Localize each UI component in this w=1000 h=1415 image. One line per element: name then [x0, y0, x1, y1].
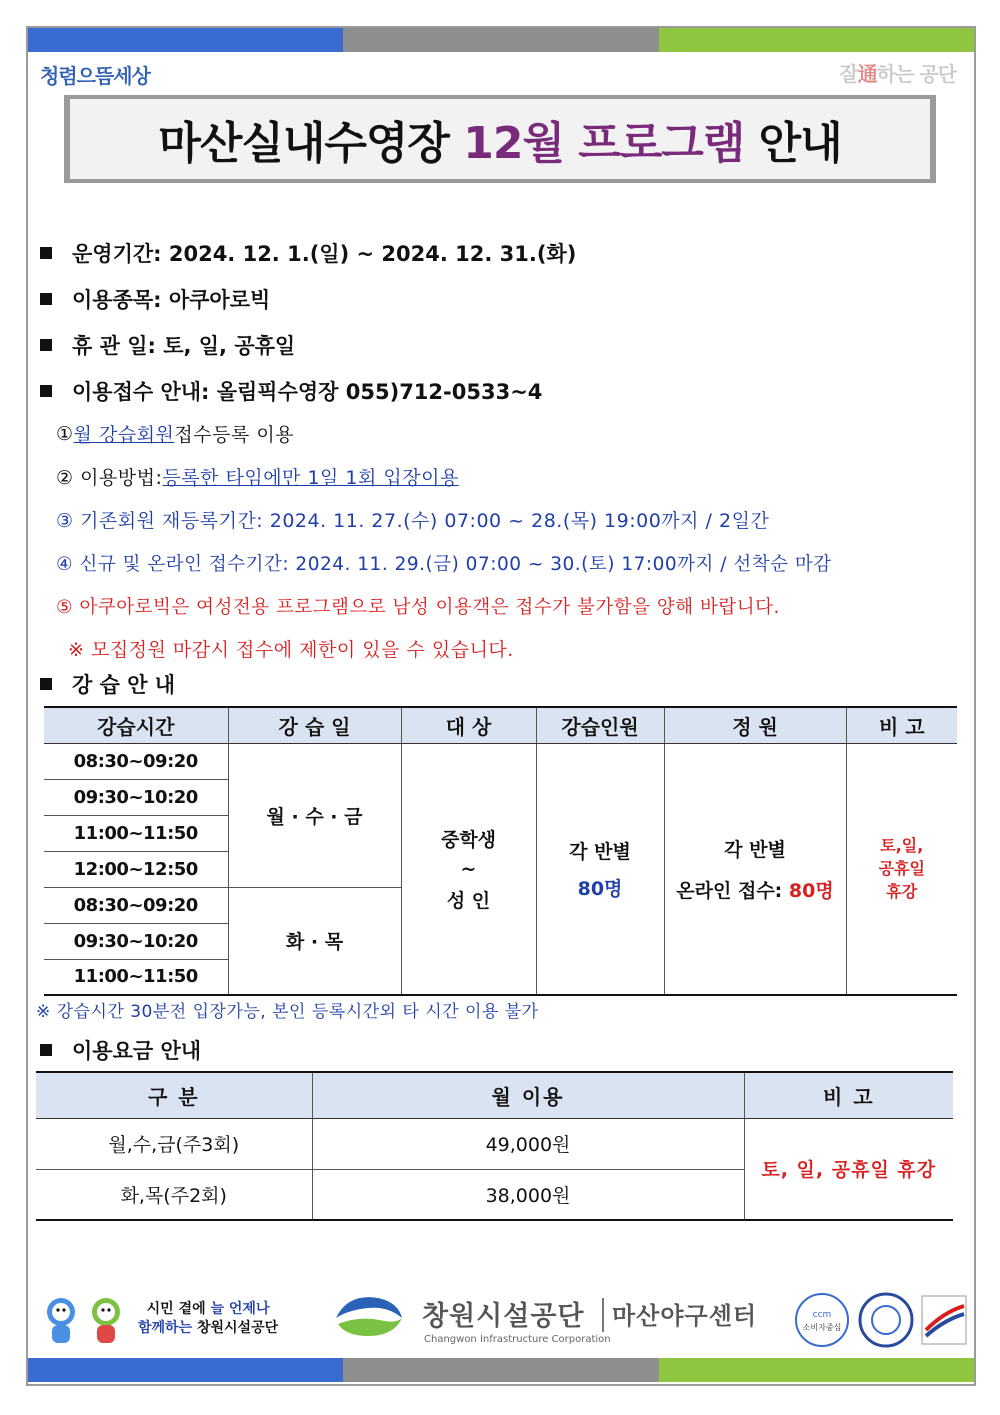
lessons-section-title: 강 습 안 내 [40, 662, 175, 706]
lesson-time: 09:30~10:20 [44, 923, 228, 959]
col-header: 정 원 [664, 707, 846, 743]
lessons-caption: ※ 강습시간 30분전 입장가능, 본인 등록시간외 타 시간 이용 불가 [36, 1002, 539, 1022]
lesson-time: 11:00~11:50 [44, 815, 228, 851]
col-header: 구 분 [36, 1072, 312, 1118]
col-header: 강습시간 [44, 707, 228, 743]
slogan-brand-logo: 잘通하는 공단 [839, 62, 956, 86]
col-header: 비 고 [846, 707, 957, 743]
lesson-capacity: 각 반별 온라인 접수: 80명 [664, 743, 846, 995]
table-row [44, 743, 957, 779]
note-2: ② 이용방법: 등록한 타임에만 1일 1회 입장이용 [56, 467, 459, 489]
bottom-color-stripe [28, 1358, 974, 1382]
lesson-time: 12:00~12:50 [44, 851, 228, 887]
square-bullet-icon [40, 678, 52, 690]
corporation-name-en: Changwon Infrastructure Corporation [424, 1334, 611, 1345]
lesson-time: 09:30~10:20 [44, 779, 228, 815]
note-3: ③ 기존회원 재등록기간: 2024. 11. 27.(수) 07:00 ~ 28.(목) 19:00까지 / 2일간 [56, 510, 770, 532]
note-4: ④ 신규 및 온라인 접수기간: 2024. 11. 29.(금) 07:00 ~ 30.(토) 17:00까지 / 선착순 마감 [56, 553, 832, 575]
lesson-class-size: 각 반별 80명 [536, 743, 664, 995]
col-header: 비 고 [744, 1072, 953, 1118]
lesson-remark: 토,일, 공휴일 휴강 [846, 743, 957, 995]
note-5: ⑤ 아쿠아로빅은 여성전용 프로그램으로 남성 이용객은 접수가 불가함을 양해 바랍니다. [56, 596, 780, 618]
square-bullet-icon [40, 385, 52, 397]
corporation-name: 창원시설공단 [422, 1301, 585, 1332]
fees-section-title: 이용요금 안내 [40, 1030, 201, 1070]
note-6: ※ 모집정원 마감시 접수에 제한이 있을 수 있습니다. [68, 639, 514, 661]
fee-price: 38,000원 [312, 1169, 744, 1220]
col-header: 월 이용 [312, 1072, 744, 1118]
square-bullet-icon [40, 247, 52, 259]
fee-price: 49,000원 [312, 1118, 744, 1169]
lesson-days-mwf: 월 · 수 · 금 [228, 743, 401, 887]
square-bullet-icon [40, 1044, 52, 1056]
notes-list [56, 412, 966, 670]
table-header-row [44, 707, 957, 743]
footer [30, 1284, 970, 1354]
lessons-table [44, 706, 957, 996]
lesson-time: 08:30~09:20 [44, 743, 228, 779]
integrity-brand-logo: 청렴으뜸세상 [40, 64, 150, 88]
fees-table [36, 1071, 953, 1221]
square-bullet-icon [40, 293, 52, 305]
certification-badges-icon [794, 1290, 968, 1350]
lesson-time: 11:00~11:50 [44, 959, 228, 995]
corporation-logo-icon [328, 1288, 408, 1350]
col-header: 대 상 [401, 707, 536, 743]
mascot-characters-icon [36, 1290, 136, 1350]
info-period: 운영기간: 2024. 12. 1.(일) ~ 2024. 12. 31.(화) [40, 230, 970, 276]
fee-type: 화,목(주2회) [36, 1169, 312, 1220]
info-list [40, 230, 970, 414]
square-bullet-icon [40, 339, 52, 351]
info-program: 이용종목: 아쿠아로빅 [40, 276, 970, 322]
col-header: 강습인원 [536, 707, 664, 743]
top-color-stripe [28, 28, 974, 52]
footer-divider [602, 1298, 604, 1332]
svg-text:ccm: ccm [812, 1310, 832, 1320]
lesson-days-tt: 화 · 목 [228, 887, 401, 995]
footer-slogan: 시민 곁에 늘 언제나 함께하는 창원시설공단 [138, 1301, 279, 1336]
svg-text:소비자중심: 소비자중심 [802, 1323, 842, 1332]
table-header-row [36, 1072, 953, 1118]
col-header: 강 습 일 [228, 707, 401, 743]
info-closed-days: 휴 관 일: 토, 일, 공휴일 [40, 322, 970, 368]
table-row [36, 1118, 953, 1169]
note-1: ① 월 강습회원 접수등록 이용 [56, 422, 295, 446]
lesson-target: 중학생 ~ 성 인 [401, 743, 536, 995]
title-banner [64, 95, 936, 183]
fee-type: 월,수,금(주3회) [36, 1118, 312, 1169]
info-reception: 이용접수 안내: 올림픽수영장 055)712-0533~4 [40, 368, 970, 414]
lesson-time: 08:30~09:20 [44, 887, 228, 923]
page-title: 마산실내수영장 12월 프로그램 안내 [158, 118, 842, 169]
fee-remark: 토, 일, 공휴일 휴강 [744, 1118, 953, 1220]
center-name: 마산야구센터 [612, 1302, 758, 1330]
